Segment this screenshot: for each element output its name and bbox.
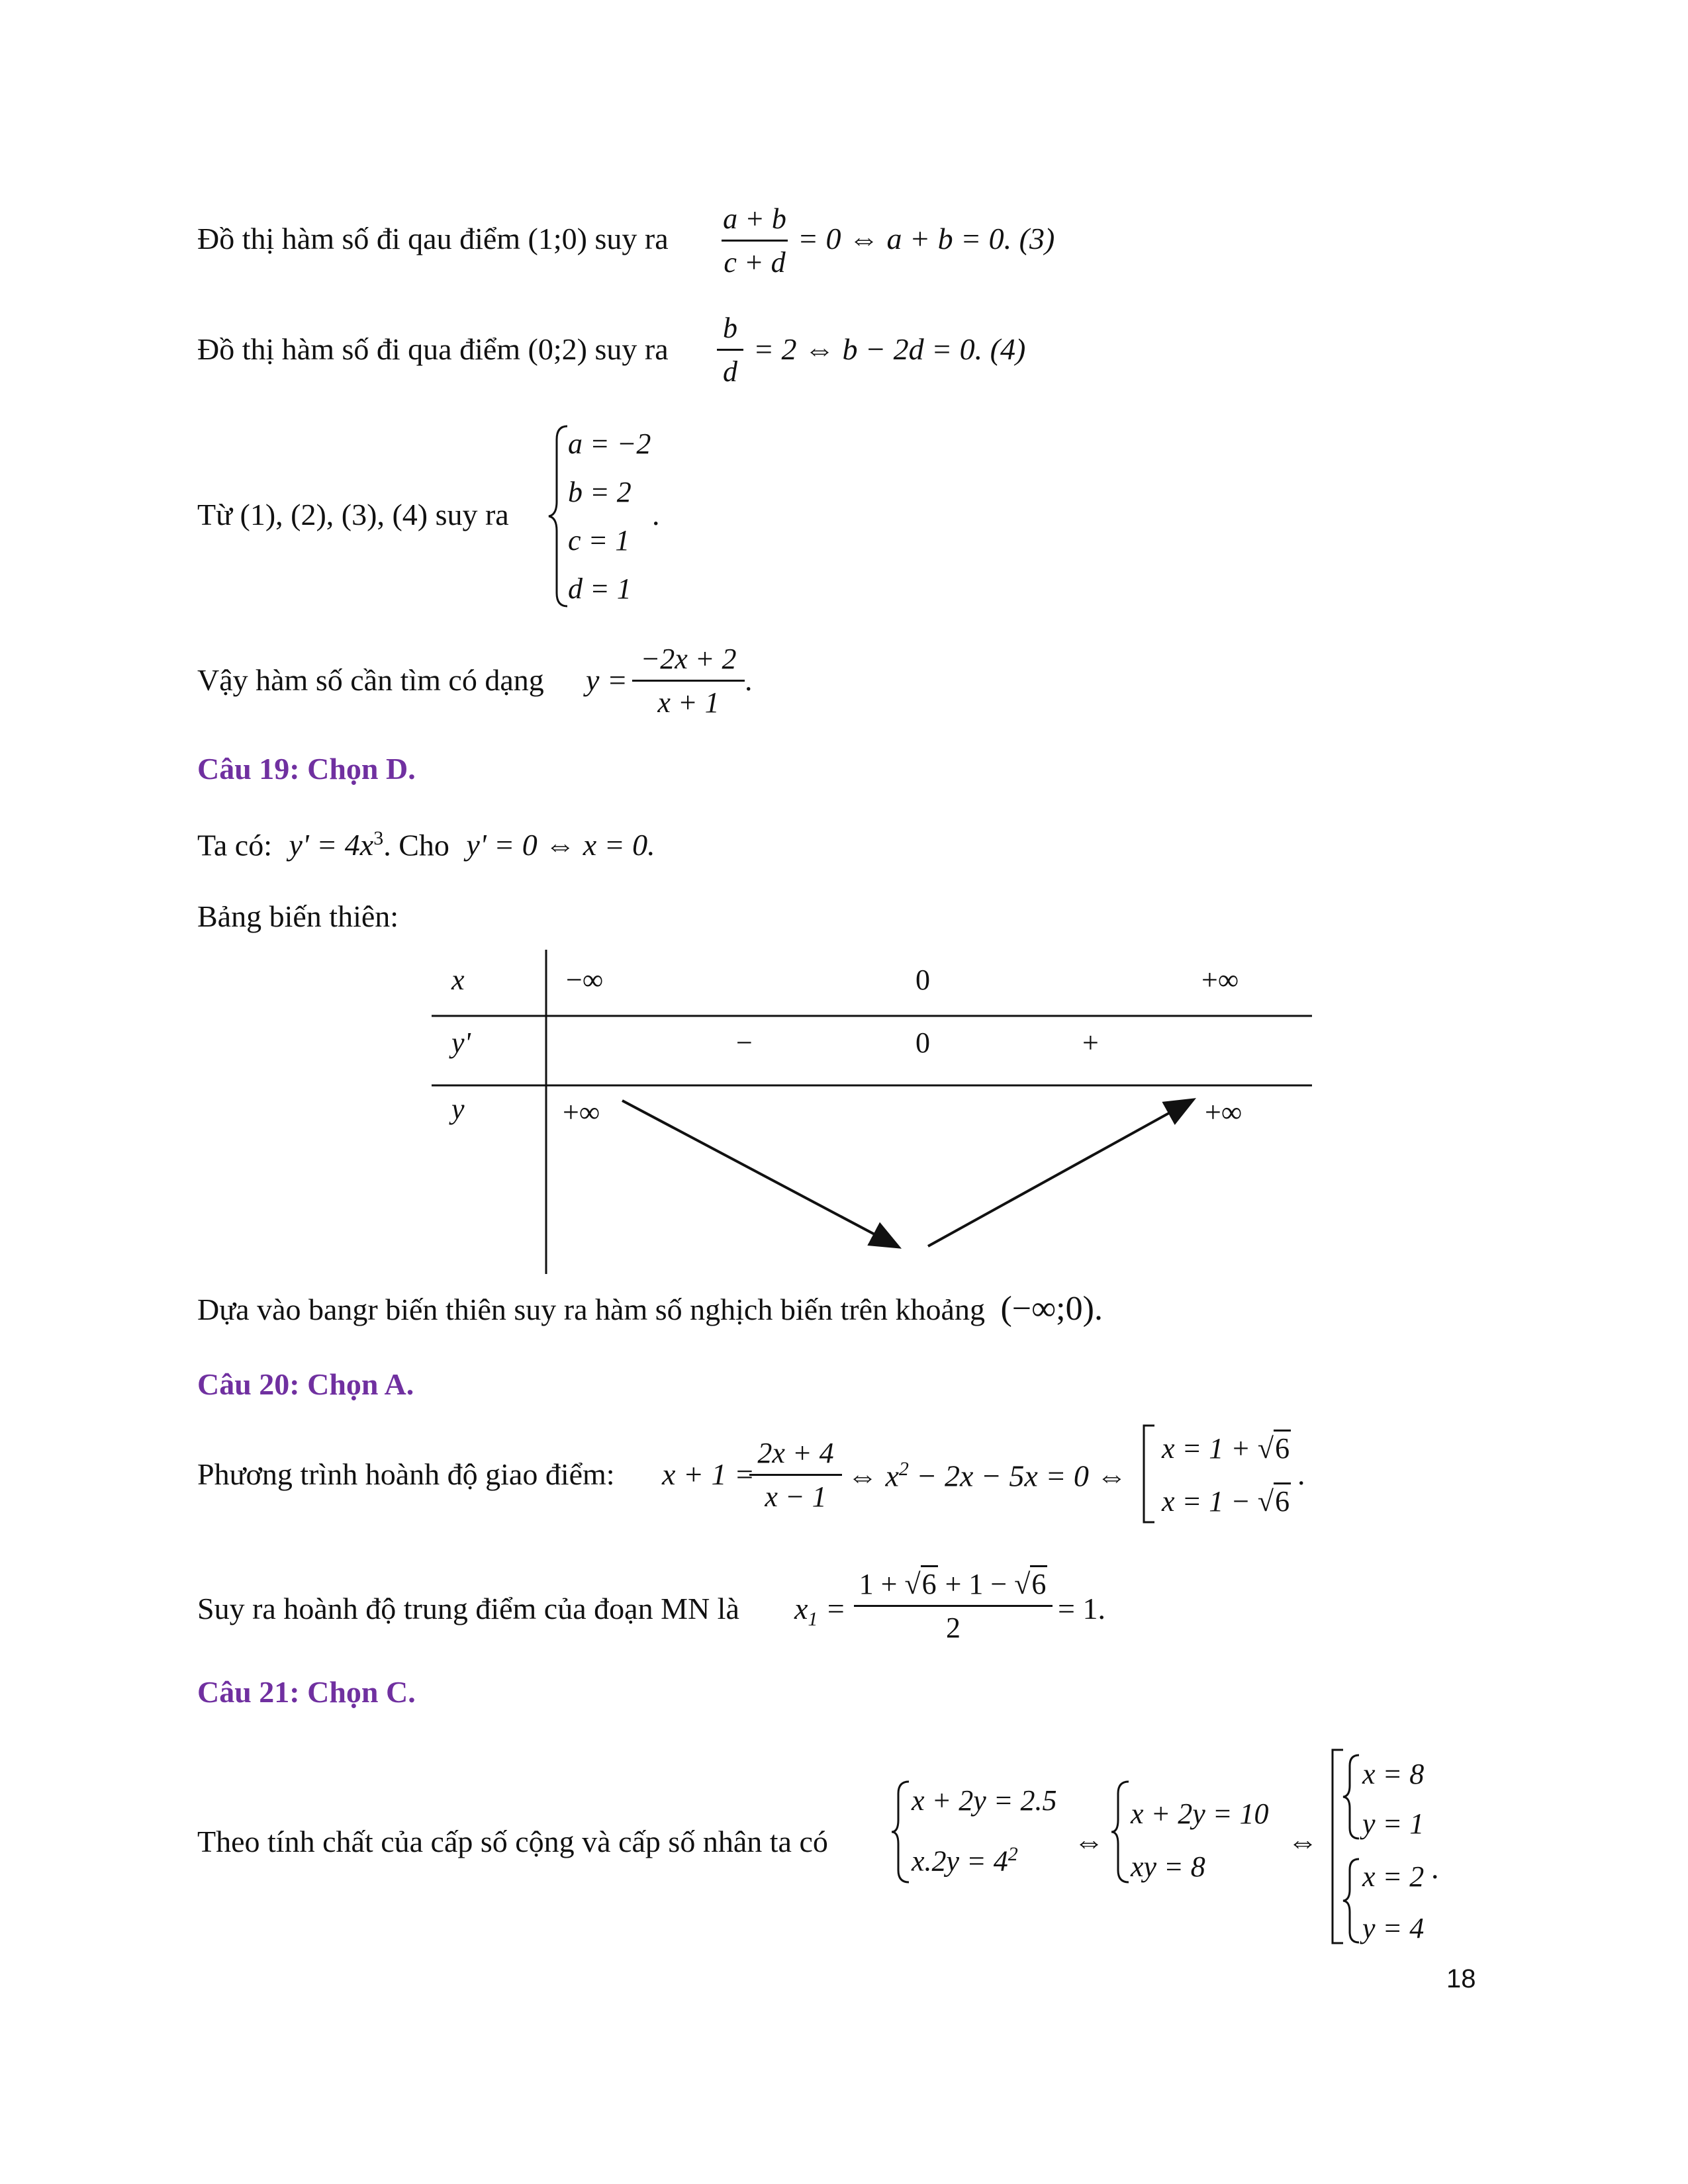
line3-eq2: b = 2 <box>568 476 632 508</box>
q21-end: . <box>1431 1851 1439 1885</box>
q21-prefix: Theo tính chất của cấp số cộng và cấp số nhân ta có <box>197 1825 828 1858</box>
q20-sol2-sqrt: 6 <box>1274 1482 1291 1518</box>
q20-sol2-text: x = 1 − <box>1162 1485 1258 1518</box>
q20-mid-text-line: Suy ra hoành độ trung điểm của đoạn MN là <box>197 1592 739 1625</box>
q20-result: = 1. <box>1058 1592 1105 1625</box>
q20-mid-rest: − 2x − 5x = 0 ⇔ <box>908 1459 1127 1493</box>
line4-fraction <box>632 642 745 719</box>
q21-sys3b-eq2: y = 4 <box>1362 1912 1425 1944</box>
q20-prefix: Phương trình hoành độ giao điểm: <box>197 1457 615 1491</box>
q21-sys3b-brace <box>1340 1856 1363 1946</box>
q19-deriv-prefix: Ta có: <box>197 828 273 862</box>
q20-x1-var: x <box>794 1592 808 1625</box>
q21-sys1-eq2 <box>912 1843 1018 1878</box>
table-x-v2: 0 <box>915 964 930 996</box>
line3-end: . <box>652 498 660 531</box>
q19-deriv-cont: . Cho <box>383 828 449 862</box>
q20-midpoint-num: 1 + √6 + 1 − √6 <box>854 1565 1053 1601</box>
line1-fraction <box>722 202 788 279</box>
q21-sys3b-eq1: x = 2 <box>1362 1860 1425 1893</box>
table-x-label: x <box>451 964 465 996</box>
q19-deriv-exp: 3 <box>373 827 384 849</box>
q19-deriv-line <box>197 829 655 860</box>
line4-end: . <box>745 663 753 697</box>
decreasing-arrow <box>622 1101 897 1246</box>
q20-sol1: x = 1 + √6 <box>1162 1430 1291 1465</box>
q21-sys1-exp: 2 <box>1008 1843 1018 1865</box>
q21-sys2-eq1: x + 2y = 10 <box>1131 1797 1269 1830</box>
line2-fraction <box>717 311 743 388</box>
table-x-v1: −∞ <box>566 964 604 996</box>
q19-deriv: y' = 4x <box>289 828 374 862</box>
line4-den: x + 1 <box>657 686 720 719</box>
q20-sol2: x = 1 − √6 <box>1162 1482 1291 1518</box>
q21-sys3a-eq2: y = 1 <box>1362 1807 1425 1840</box>
q21-heading: Câu 21: Chọn C. <box>197 1675 416 1709</box>
q20-heading: Câu 20: Chọn A. <box>197 1367 414 1401</box>
table-dy-v3: + <box>1082 1026 1099 1059</box>
table-y-v3: +∞ <box>1205 1096 1243 1128</box>
line1-text: Đồ thị hàm số đi qau điểm (1;0) suy ra <box>197 222 669 255</box>
q20-midpoint-den: 2 <box>946 1612 961 1644</box>
q21-equiv1: ⇔ <box>1074 1825 1104 1858</box>
q19-heading: Câu 19: Chọn D. <box>197 752 416 786</box>
q20-den: x − 1 <box>765 1480 827 1513</box>
q20-sol1-text: x = 1 + <box>1162 1432 1258 1465</box>
line1-den: c + d <box>724 246 786 279</box>
q21-equiv2: ⇔ <box>1288 1825 1318 1858</box>
line2-num: b <box>723 312 737 344</box>
table-y-label: y <box>451 1093 465 1125</box>
table-dy-v2: 0 <box>915 1026 930 1059</box>
q20-end: . <box>1297 1457 1305 1491</box>
line3-eq1: a = −2 <box>568 428 651 460</box>
line3-eq3: c = 1 <box>568 524 630 557</box>
q21-sys2-eq2: xy = 8 <box>1131 1850 1205 1883</box>
q20-num-sqrt1: 6 <box>921 1565 938 1601</box>
q20-num-a: 1 + <box>859 1568 905 1600</box>
line4-text: Vậy hàm số cần tìm có dạng <box>197 663 544 697</box>
q19-deriv-zero: y' = 0 ⇔ x = 0. <box>466 828 655 862</box>
increasing-arrow <box>928 1101 1192 1246</box>
q20-bracket <box>1139 1423 1158 1525</box>
q19-conclusion-text: Dựa vào bangr biến thiên suy ra hàm số nghịch biến trên khoảng <box>197 1293 985 1326</box>
q20-fraction <box>749 1436 842 1514</box>
q21-sys1-eq1: x + 2y = 2.5 <box>912 1784 1057 1817</box>
table-y-v1: +∞ <box>563 1096 600 1128</box>
table-dy-label: y' <box>451 1026 471 1059</box>
q21-sys3a-eq1: x = 8 <box>1362 1758 1425 1790</box>
q20-x1-eq: = <box>825 1592 846 1625</box>
q21-sys2-brace <box>1109 1779 1133 1885</box>
q20-x1-sub: 1 <box>808 1608 818 1631</box>
line3-eq4: d = 1 <box>568 572 632 605</box>
q21-sys1-eq2-text: x.2y = 4 <box>912 1844 1008 1878</box>
q20-num-sqrt2: 6 <box>1030 1565 1047 1601</box>
q21-sys1-brace <box>889 1779 913 1885</box>
variation-table <box>424 950 1314 1281</box>
q19-conclusion <box>197 1292 1103 1326</box>
line2-den: d <box>723 355 737 388</box>
q20-mid-text: ⇔ x <box>847 1459 899 1493</box>
q20-midpoint-fraction <box>854 1565 1053 1645</box>
q20-lhs: x + 1 = <box>662 1457 755 1491</box>
q20-x1 <box>794 1594 846 1629</box>
line1-rest: = 0 ⇔ a + b = 0. (3) <box>798 222 1055 255</box>
table-x-v3: +∞ <box>1201 964 1239 996</box>
line2-rest: = 2 ⇔ b − 2d = 0. (4) <box>753 332 1026 366</box>
line4-num: −2x + 2 <box>640 643 737 675</box>
line4-lhs: y = <box>586 663 628 697</box>
q19-table-label: Bảng biến thiên: <box>197 899 399 933</box>
q20-num: 2x + 4 <box>757 1437 834 1469</box>
q19-interval: (−∞;0). <box>1000 1290 1103 1328</box>
table-dy-v1: − <box>736 1026 753 1059</box>
line1-num: a + b <box>723 203 786 235</box>
page-number: 18 <box>1446 1964 1476 1993</box>
q21-sys3a-brace <box>1340 1752 1363 1842</box>
line2-text: Đồ thị hàm số đi qua điểm (0;2) suy ra <box>197 332 669 366</box>
q20-sol1-sqrt: 6 <box>1274 1430 1291 1465</box>
q20-mid <box>847 1459 1127 1491</box>
q20-mid-exp: 2 <box>898 1458 909 1480</box>
q20-num-b: + 1 − <box>937 1568 1015 1600</box>
line3-text: Từ (1), (2), (3), (4) suy ra <box>197 498 509 531</box>
